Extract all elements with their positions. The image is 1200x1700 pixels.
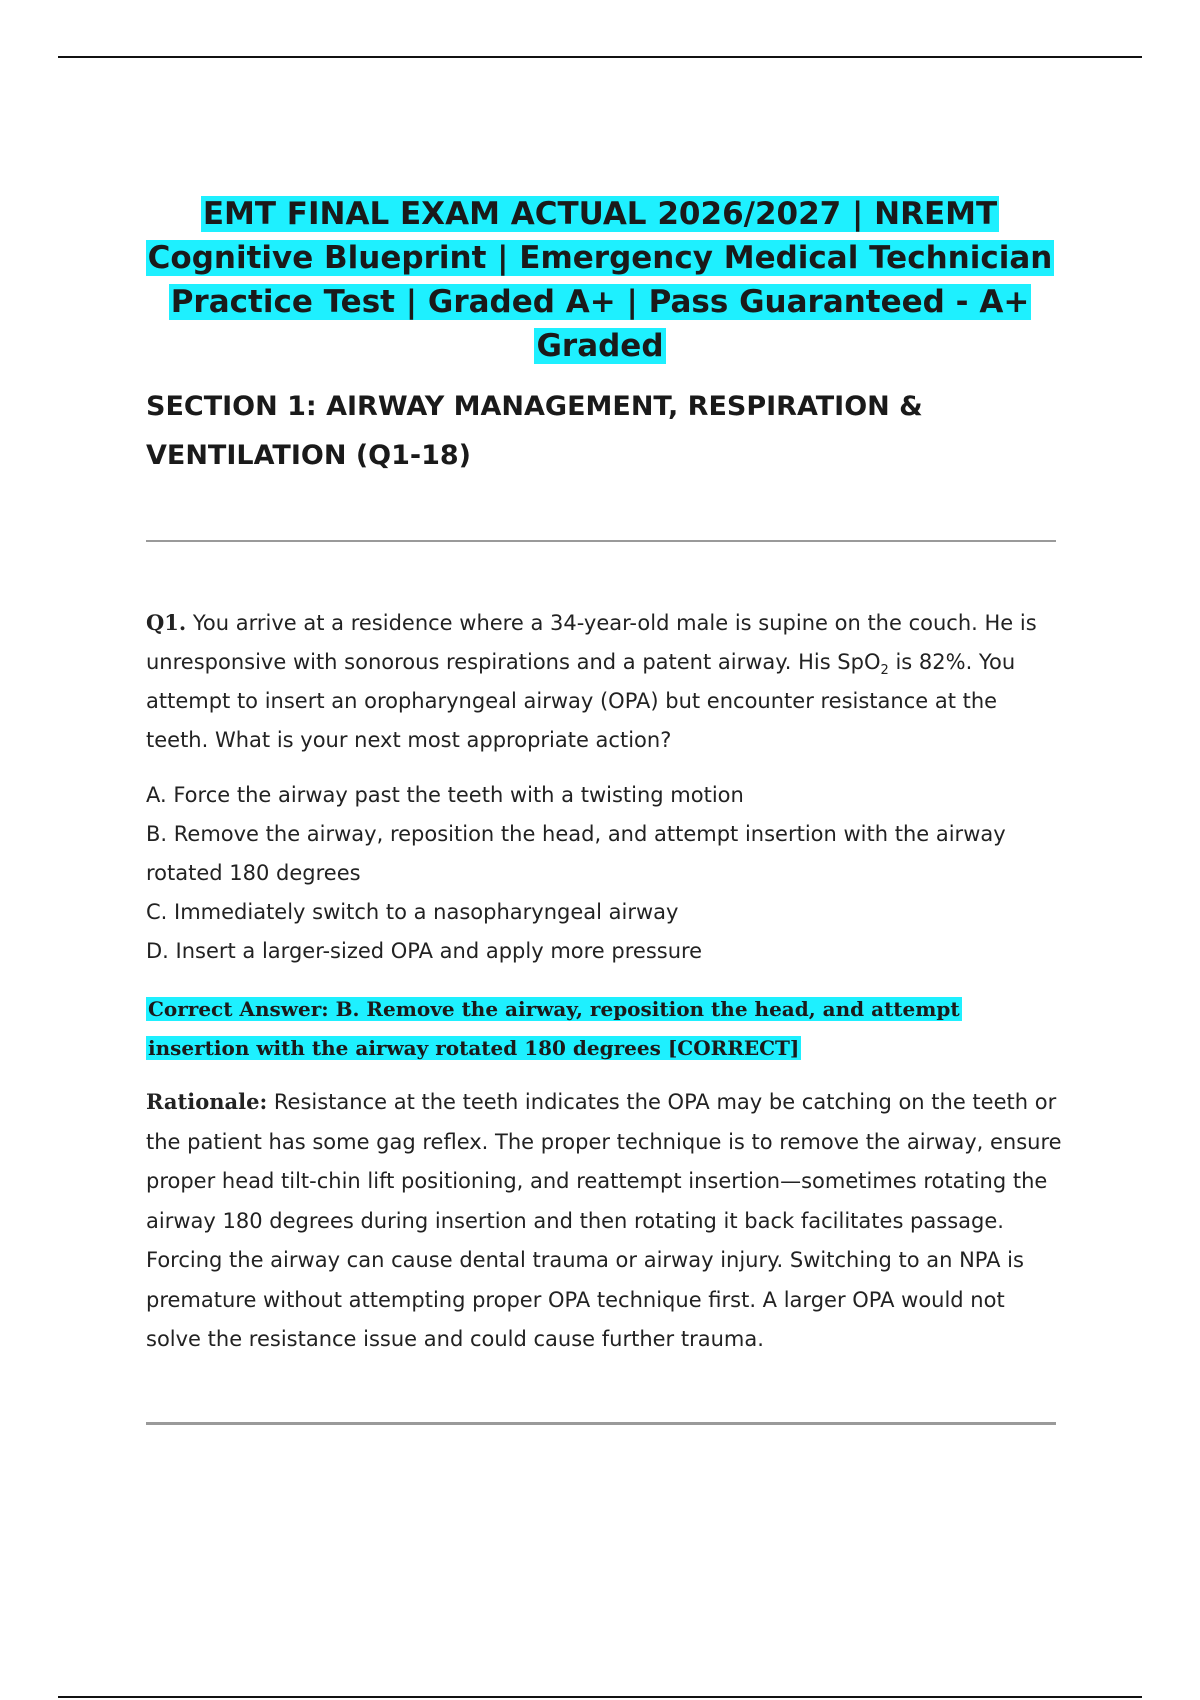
option-c: C. Immediately switch to a nasopharyngeal airway xyxy=(146,900,679,924)
correct-answer xyxy=(146,990,1066,1068)
question-stem-part2: is 82%. You attempt to insert an oropharyngeal airway (OPA) but encounter resistance at the teeth. What is your next most appropriate action? xyxy=(146,650,1016,752)
document-title xyxy=(130,192,1070,368)
question-stem xyxy=(146,603,1066,760)
section-heading: SECTION 1: AIRWAY MANAGEMENT, RESPIRATION & VENTILATION (Q1-18) xyxy=(146,391,923,471)
section-divider xyxy=(146,540,1056,542)
option-d: D. Insert a larger-sized OPA and apply more pressure xyxy=(146,939,703,963)
answer-options xyxy=(146,776,1066,971)
rationale-label: Rationale: xyxy=(146,1089,268,1114)
top-rule xyxy=(58,56,1142,58)
correct-answer-text: Correct Answer: B. Remove the airway, reposition the head, and attempt insertion with the airway rotated 180 degrees [CORRECT] xyxy=(148,997,960,1060)
question-stem-part1: You arrive at a residence where a 34-year-old male is supine on the couch. He is unresponsive with sonorous respirations and a patent airway. His SpO xyxy=(146,611,1037,674)
bottom-rule xyxy=(58,1696,1142,1698)
document-title-text: EMT FINAL EXAM ACTUAL 2026/2027 | NREMT Cognitive Blueprint | Emergency Medical Technician Practice Test | Graded A+ | Pass Guaranteed - A+ Graded xyxy=(147,196,1053,364)
option-b: B. Remove the airway, reposition the head, and attempt insertion with the airway rotated 180 degrees xyxy=(146,822,1006,885)
question-stem-subscript: 2 xyxy=(880,663,889,679)
rationale-text: Resistance at the teeth indicates the OPA may be catching on the teeth or the patient has some gag reflex. The proper technique is to remove the airway, ensure proper head tilt-chin lift positioning, and reattempt insertion—sometimes rotating the airway 180 degrees during insertion and then rotating it back facilitates passage. Forcing the airway can cause dental trauma or airway injury. Switching to an NPA is premature without attempting proper OPA technique first. A larger OPA would not solve the resistance issue and could cause further trauma. xyxy=(146,1090,1062,1351)
end-divider xyxy=(146,1422,1056,1425)
option-a: A. Force the airway past the teeth with a twisting motion xyxy=(146,783,744,807)
question-number: Q1. xyxy=(146,610,187,635)
rationale xyxy=(146,1082,1066,1360)
